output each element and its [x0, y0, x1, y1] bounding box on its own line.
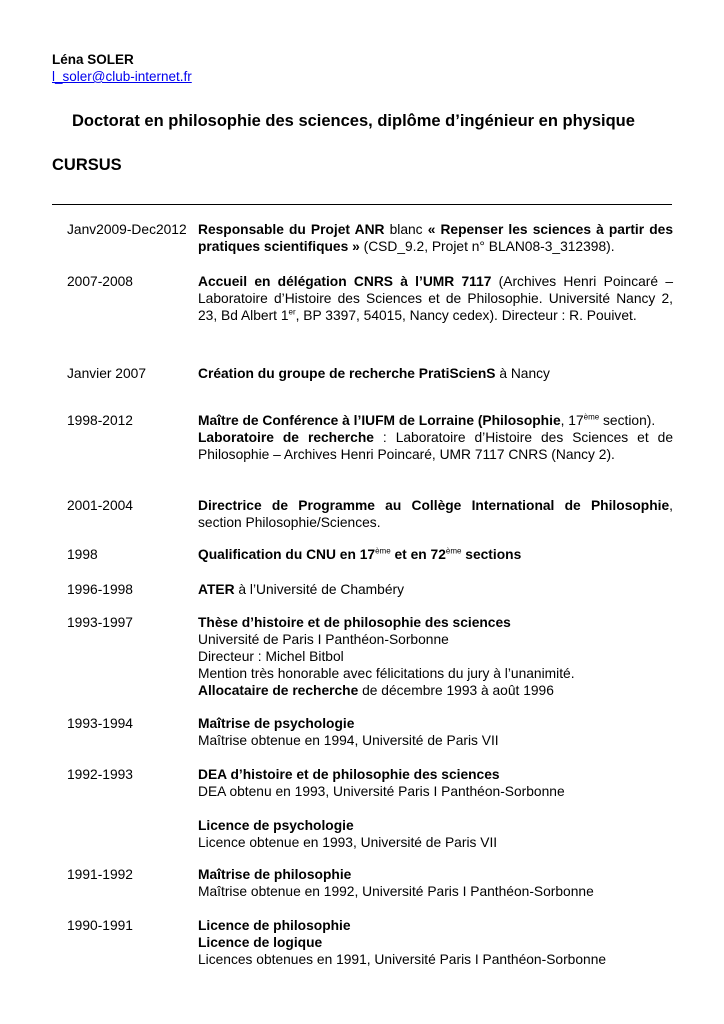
entry-text: (Archives Henri Poincaré – Laboratoire d’Histoire des Sciences et de Philosophie. Université Nancy 2, 23, Bd Albert 1: [198, 274, 673, 323]
entry-subtitle: Laboratoire de recherche: [198, 430, 374, 445]
entry-date: 2001-2004: [67, 498, 133, 513]
entry-date: 1993-1997: [67, 615, 133, 630]
entry-text: , BP 3397, 54015, Nancy cedex). Directeur : R. Pouivet.: [295, 308, 637, 323]
entry-date: 1993-1994: [67, 716, 133, 731]
horizontal-rule: [52, 204, 672, 205]
entry-text: (CSD_9.2, Projet n° BLAN08-3_312398).: [359, 239, 615, 254]
entry-date: 1998-2012: [67, 413, 133, 428]
entry-title: sections: [461, 547, 522, 562]
cursus-entry: [67, 273, 673, 324]
cursus-entry: [67, 546, 673, 563]
entry-description: [198, 546, 673, 563]
entry-text: à l’Université de Chambéry: [234, 582, 405, 597]
entry-date: 1990-1991: [67, 918, 133, 933]
entry-title: Licence de logique: [198, 935, 323, 950]
entry-title: Directrice de Programme au Collège International de Philosophie: [198, 498, 670, 513]
entry-date: 1996-1998: [67, 582, 133, 597]
entry-text: Mention très honorable avec félicitations du jury à l’unanimité.: [198, 666, 575, 681]
entry-subtitle: Allocataire de recherche: [198, 683, 359, 698]
entry-text: Licences obtenues en 1991, Université Paris I Panthéon-Sorbonne: [198, 952, 607, 967]
entry-text: , section Philosophie/Sciences.: [198, 498, 673, 530]
entry-title: Maître de Conférence à l’IUFM de Lorraine (Philosophie: [198, 413, 561, 428]
entry-date: 2007-2008: [67, 274, 133, 289]
entry-description: [198, 917, 673, 968]
entry-title: Accueil en délégation CNRS à l’UMR 7117: [198, 274, 492, 289]
entry-text: Maîtrise obtenue en 1994, Université de Paris VII: [198, 733, 499, 748]
entry-text: de décembre 1993 à août 1996: [358, 683, 554, 698]
entry-date: Janv2009-Dec2012: [67, 222, 187, 237]
cursus-entry: [67, 497, 673, 531]
cursus-entry: [67, 365, 673, 382]
entry-description: [198, 273, 673, 324]
cursus-entry: [67, 766, 673, 851]
entry-description: [198, 365, 673, 382]
entry-title: et en 72: [390, 547, 446, 562]
entry-text: à Nancy: [495, 366, 550, 381]
entry-title: Maîtrise de psychologie: [198, 716, 355, 731]
cursus-entry: [67, 614, 673, 699]
entry-text: DEA obtenu en 1993, Université Paris I Panthéon-Sorbonne: [198, 784, 565, 799]
entry-text: Licence obtenue en 1993, Université de Paris VII: [198, 835, 498, 850]
entry-description: [198, 581, 673, 598]
entry-description: [198, 866, 673, 900]
entry-title: ATER: [198, 582, 235, 597]
entry-title: Licence de philosophie: [198, 918, 351, 933]
entry-title: Qualification du CNU en 17: [198, 547, 376, 562]
entry-project-title: « Repenser les sciences à partir des pratiques scientifiques »: [198, 222, 674, 254]
entry-text: : Laboratoire d’Histoire des Sciences et de Philosophie – Archives Henri Poincaré, UMR 7117 CNRS (Nancy 2).: [198, 430, 673, 462]
superscript: ème: [375, 546, 391, 556]
entry-description: [198, 614, 673, 699]
author-name: Léna SOLER: [52, 52, 134, 67]
entry-title: Thèse d’histoire et de philosophie des sciences: [198, 615, 511, 630]
superscript: ème: [583, 412, 600, 422]
entry-text: Maîtrise obtenue en 1992, Université Paris I Panthéon-Sorbonne: [198, 884, 594, 899]
entry-description: [198, 715, 673, 749]
entry-description: [198, 497, 673, 531]
cursus-entry: [67, 866, 673, 900]
section-title-cursus: CURSUS: [52, 156, 122, 174]
cursus-entry: [67, 221, 673, 255]
entry-text: Université de Paris I Panthéon-Sorbonne: [198, 632, 449, 647]
cursus-entry: [67, 715, 673, 749]
entry-date: 1998: [67, 547, 98, 562]
entry-text: blanc: [384, 222, 428, 237]
author-email-link[interactable]: l_soler@club-internet.fr: [52, 69, 192, 84]
entry-description: [198, 766, 673, 851]
entry-title: Création du groupe de recherche PratiScienS: [198, 366, 496, 381]
entry-title: DEA d’histoire et de philosophie des sciences: [198, 767, 500, 782]
entry-text: section).: [599, 413, 656, 428]
entry-date: Janvier 2007: [67, 366, 147, 381]
superscript: er: [288, 307, 296, 317]
entry-title: Maîtrise de philosophie: [198, 867, 352, 882]
cursus-entry: [67, 412, 673, 463]
entry-date: 1991-1992: [67, 867, 133, 882]
entry-date: 1992-1993: [67, 767, 133, 782]
entry-text: , 17: [560, 413, 584, 428]
superscript: ème: [445, 546, 462, 556]
entry-text: Directeur : Michel Bitbol: [198, 649, 344, 664]
entry-description: [198, 412, 673, 463]
degree-heading: Doctorat en philosophie des sciences, diplôme d’ingénieur en physique: [72, 112, 635, 130]
entry-title: Licence de psychologie: [198, 818, 354, 833]
entry-title: Responsable du Projet ANR: [198, 222, 385, 237]
cursus-entry: [67, 917, 673, 968]
entry-description: [198, 221, 673, 255]
cursus-entry: [67, 581, 673, 598]
